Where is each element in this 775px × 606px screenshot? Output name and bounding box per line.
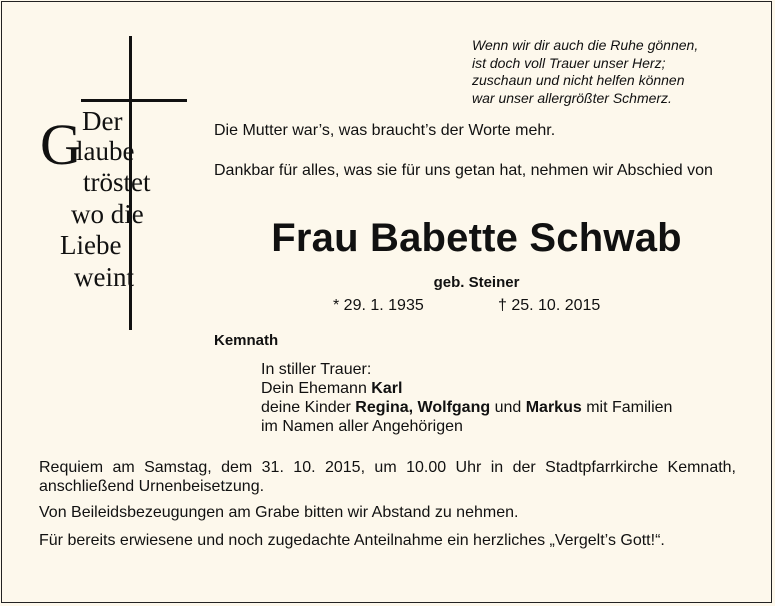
poem [472, 37, 762, 107]
mourners-children [261, 398, 741, 417]
intro-line-2: Dankbar für alles, was sie für uns getan hat, nehmen wir Abschied von [214, 162, 713, 179]
mourners-others: im Namen aller Angehörigen [261, 418, 463, 435]
faith-word-troestet: tröstet [83, 167, 151, 197]
poem-line: ist doch voll Trauer unser Herz; [472, 54, 666, 71]
children-names: Regina, Wolfgang [355, 399, 491, 416]
mourners-header: In stiller Trauer: [261, 361, 372, 378]
children-suffix: mit Familien [586, 399, 673, 416]
deceased-name: Frau Babette Schwab [271, 216, 682, 260]
condolences-notice: Von Beileidsbezeugungen am Grabe bitten wir Abstand zu nehmen. [39, 504, 519, 521]
mourners-block [261, 360, 741, 436]
poem-line: zuschaun und nicht helfen können [472, 72, 685, 88]
cross-horizontal-bar [81, 99, 187, 102]
children-prefix: deine Kinder [261, 399, 351, 416]
death-date: † 25. 10. 2015 [498, 297, 601, 314]
birth-name: geb. Steiner [433, 274, 520, 291]
birth-date: * 29. 1. 1935 [333, 297, 424, 314]
husband-name: Karl [371, 380, 403, 397]
requiem-notice: Requiem am Samstag, dem 31. 10. 2015, um 10.00 Uhr in der Stadtpfarrkirche Kemnath, anschließend Urnenbeisetzung. [39, 459, 736, 495]
children-and: und [494, 399, 522, 416]
husband-prefix: Dein Ehemann [261, 380, 367, 397]
thanks-notice: Für bereits erwiesene und noch zugedachte Anteilnahme ein herzliches „Vergelt’s Gott!“. [39, 532, 665, 549]
faith-big-g: G [40, 112, 82, 177]
place: Kemnath [214, 332, 279, 349]
faith-word-wo-die: wo die [71, 199, 144, 229]
intro-line-1: Die Mutter war’s, was braucht’s der Worte mehr. [214, 122, 556, 139]
faith-word-liebe: Liebe [60, 230, 122, 260]
mourners-husband [261, 379, 741, 398]
faith-word-laube: laube [76, 136, 135, 166]
children-last: Markus [525, 399, 582, 416]
poem-line: Wenn wir dir auch die Ruhe gönnen, [472, 37, 699, 53]
faith-word-der: Der [82, 106, 123, 136]
poem-line: war unser allergrößter Schmerz. [472, 89, 672, 106]
faith-word-weint: weint [74, 262, 134, 292]
